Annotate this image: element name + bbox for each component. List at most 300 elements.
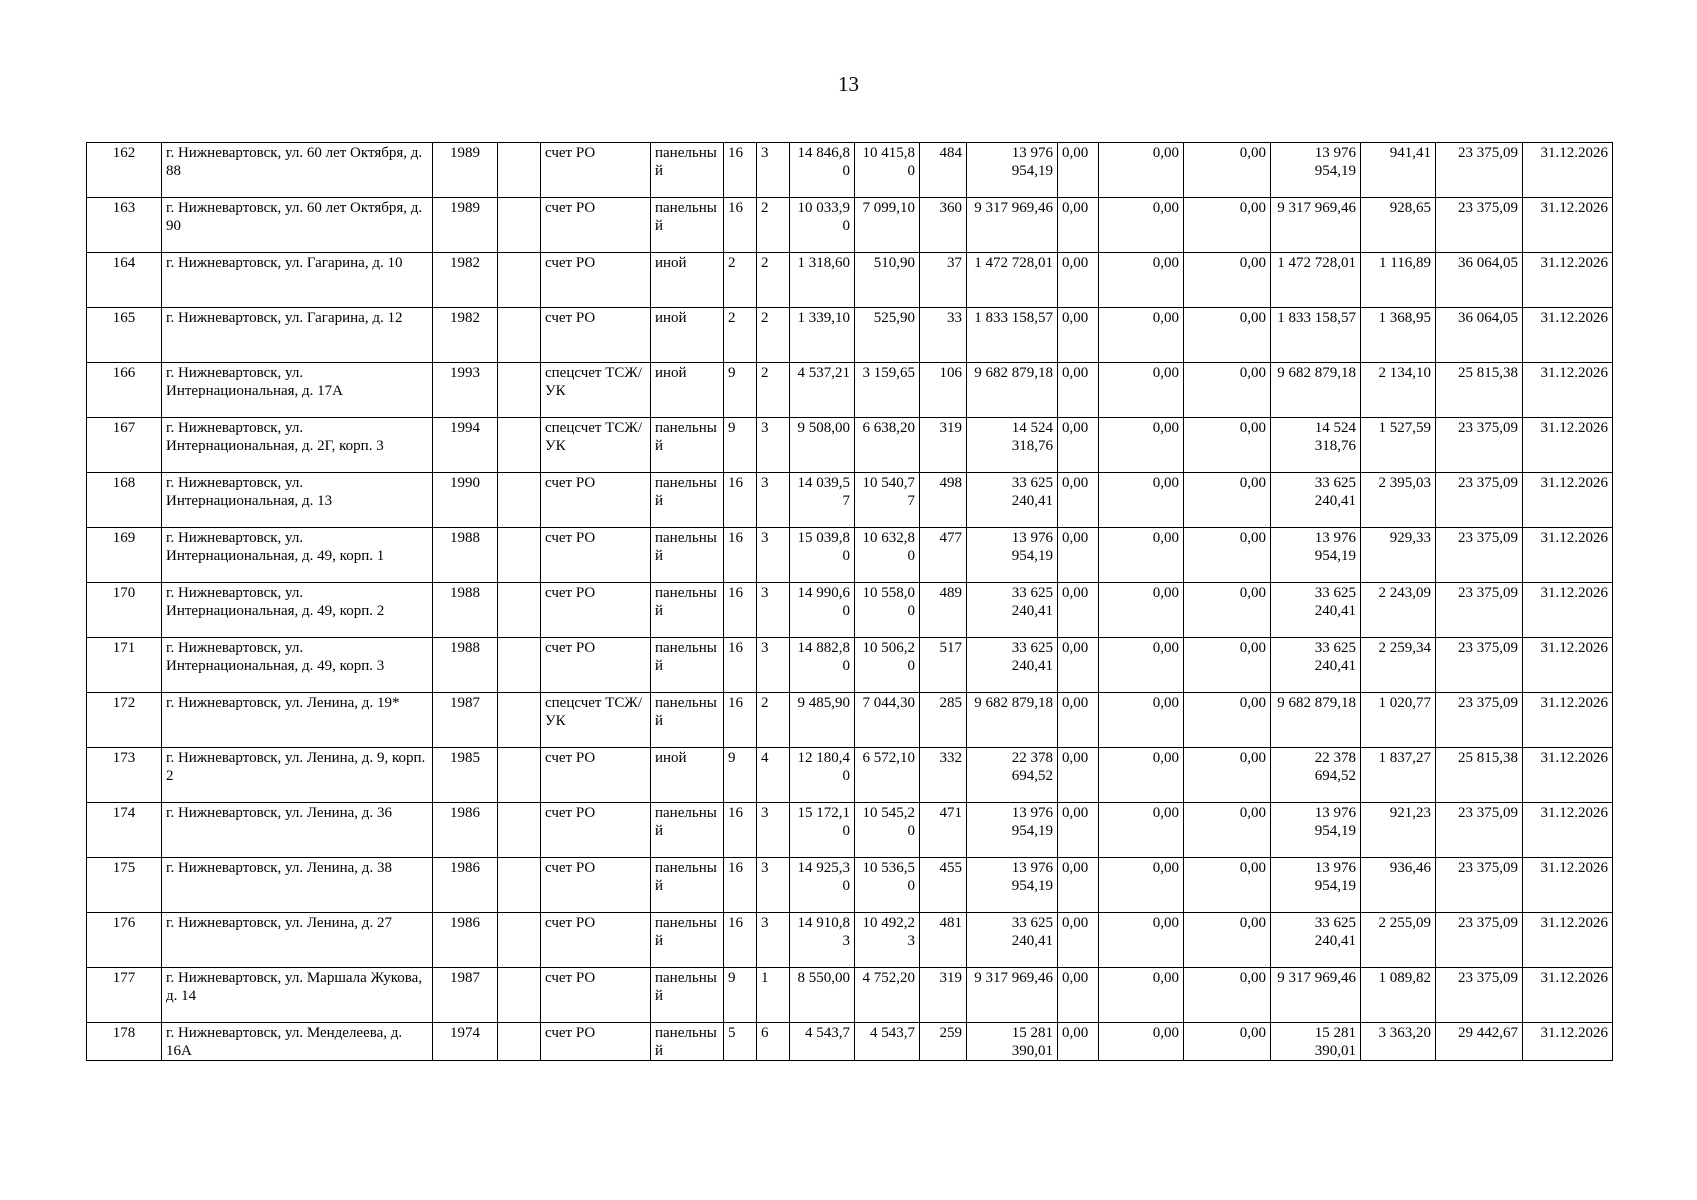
commission-year-cell: 1989 [433,143,498,198]
floors-cell: 16 [724,528,757,583]
floors-cell: 16 [724,858,757,913]
unit-cost-cell: 1 089,82 [1361,968,1436,1023]
floors-cell: 2 [724,253,757,308]
cost-owners-cell: 33 625 240,41 [1271,638,1361,693]
residents-cell: 259 [920,1023,967,1061]
empty-cell-cell [498,1023,541,1061]
cost-owners-cell: 15 281 390,01 [1271,1023,1361,1061]
cost-owners-cell: 33 625 240,41 [1271,913,1361,968]
unit-cost-cell: 928,65 [1361,198,1436,253]
commission-year-cell: 1986 [433,803,498,858]
floors-cell: 2 [724,308,757,363]
total-area-cell: 9 485,90 [790,693,855,748]
cost-municipal-cell: 0,00 [1184,198,1271,253]
total-area-cell: 14 039,57 [790,473,855,528]
table-row [87,198,1613,253]
unit-cost-cell: 2 259,34 [1361,638,1436,693]
unit-cost-max-cell: 23 375,09 [1436,638,1523,693]
commission-year-cell: 1974 [433,1023,498,1061]
table-row [87,693,1613,748]
cost-regional-cell: 0,00 [1099,473,1184,528]
deadline-cell: 31.12.2026 [1523,418,1613,473]
empty-cell-cell [498,803,541,858]
address-cell: г. Нижневартовск, ул. 60 лет Октября, д. 88 [162,143,433,198]
fund-method-cell: счет РО [541,913,651,968]
fund-method-cell: счет РО [541,638,651,693]
fund-method-cell: счет РО [541,803,651,858]
fund-method-cell: счет РО [541,473,651,528]
cost-municipal-cell: 0,00 [1184,1023,1271,1061]
cost-owners-cell: 9 317 969,46 [1271,198,1361,253]
unit-cost-max-cell: 23 375,09 [1436,528,1523,583]
commission-year-cell: 1988 [433,583,498,638]
cost-regional-cell: 0,00 [1099,363,1184,418]
entrances-cell: 6 [757,1023,790,1061]
commission-year-cell: 1989 [433,198,498,253]
row-number-cell: 172 [87,693,162,748]
residents-cell: 360 [920,198,967,253]
cost-federal-cell: 0,00 [1058,803,1099,858]
wall-material-cell: панельный [651,693,724,748]
table-row [87,308,1613,363]
residents-cell: 477 [920,528,967,583]
cost-federal-cell: 0,00 [1058,418,1099,473]
table-row [87,363,1613,418]
row-number-cell: 177 [87,968,162,1023]
total-area-cell: 14 925,30 [790,858,855,913]
deadline-cell: 31.12.2026 [1523,308,1613,363]
total-area-cell: 4 543,7 [790,1023,855,1061]
total-cost-cell: 9 317 969,46 [967,198,1058,253]
residential-area-cell: 6 638,20 [855,418,920,473]
empty-cell-cell [498,418,541,473]
cost-municipal-cell: 0,00 [1184,308,1271,363]
total-area-cell: 15 172,10 [790,803,855,858]
cost-municipal-cell: 0,00 [1184,693,1271,748]
wall-material-cell: панельный [651,418,724,473]
total-cost-cell: 33 625 240,41 [967,913,1058,968]
total-area-cell: 14 846,80 [790,143,855,198]
total-cost-cell: 22 378 694,52 [967,748,1058,803]
cost-federal-cell: 0,00 [1058,1023,1099,1061]
floors-cell: 9 [724,363,757,418]
total-cost-cell: 14 524 318,76 [967,418,1058,473]
wall-material-cell: панельный [651,473,724,528]
fund-method-cell: счет РО [541,198,651,253]
fund-method-cell: счет РО [541,308,651,363]
cost-regional-cell: 0,00 [1099,693,1184,748]
entrances-cell: 4 [757,748,790,803]
cost-owners-cell: 1 472 728,01 [1271,253,1361,308]
total-cost-cell: 9 317 969,46 [967,968,1058,1023]
empty-cell-cell [498,913,541,968]
residents-cell: 517 [920,638,967,693]
cost-regional-cell: 0,00 [1099,858,1184,913]
cost-regional-cell: 0,00 [1099,528,1184,583]
total-area-cell: 15 039,80 [790,528,855,583]
fund-method-cell: счет РО [541,528,651,583]
cost-owners-cell: 1 833 158,57 [1271,308,1361,363]
cost-federal-cell: 0,00 [1058,748,1099,803]
entrances-cell: 3 [757,913,790,968]
unit-cost-max-cell: 23 375,09 [1436,143,1523,198]
commission-year-cell: 1987 [433,693,498,748]
address-cell: г. Нижневартовск, ул. Интернациональная, д. 2Г, корп. 3 [162,418,433,473]
entrances-cell: 2 [757,363,790,418]
address-cell: г. Нижневартовск, ул. Интернациональная, д. 17А [162,363,433,418]
fund-method-cell: счет РО [541,858,651,913]
total-cost-cell: 9 682 879,18 [967,363,1058,418]
cost-regional-cell: 0,00 [1099,143,1184,198]
deadline-cell: 31.12.2026 [1523,1023,1613,1061]
wall-material-cell: панельный [651,858,724,913]
row-number-cell: 165 [87,308,162,363]
cost-municipal-cell: 0,00 [1184,363,1271,418]
entrances-cell: 2 [757,253,790,308]
residential-area-cell: 10 540,77 [855,473,920,528]
commission-year-cell: 1988 [433,638,498,693]
unit-cost-cell: 929,33 [1361,528,1436,583]
total-area-cell: 8 550,00 [790,968,855,1023]
table-row [87,968,1613,1023]
residential-area-cell: 6 572,10 [855,748,920,803]
unit-cost-max-cell: 23 375,09 [1436,473,1523,528]
residential-area-cell: 10 558,00 [855,583,920,638]
wall-material-cell: панельный [651,913,724,968]
wall-material-cell: панельный [651,803,724,858]
wall-material-cell: панельный [651,968,724,1023]
address-cell: г. Нижневартовск, ул. Ленина, д. 27 [162,913,433,968]
row-number-cell: 173 [87,748,162,803]
entrances-cell: 2 [757,308,790,363]
deadline-cell: 31.12.2026 [1523,143,1613,198]
residents-cell: 33 [920,308,967,363]
unit-cost-max-cell: 25 815,38 [1436,363,1523,418]
empty-cell-cell [498,308,541,363]
total-cost-cell: 1 472 728,01 [967,253,1058,308]
table-row [87,748,1613,803]
row-number-cell: 178 [87,1023,162,1061]
total-area-cell: 9 508,00 [790,418,855,473]
floors-cell: 16 [724,638,757,693]
fund-method-cell: счет РО [541,968,651,1023]
unit-cost-max-cell: 23 375,09 [1436,858,1523,913]
unit-cost-max-cell: 23 375,09 [1436,198,1523,253]
unit-cost-cell: 2 395,03 [1361,473,1436,528]
total-area-cell: 4 537,21 [790,363,855,418]
address-cell: г. Нижневартовск, ул. Ленина, д. 38 [162,858,433,913]
commission-year-cell: 1988 [433,528,498,583]
deadline-cell: 31.12.2026 [1523,913,1613,968]
floors-cell: 16 [724,473,757,528]
total-area-cell: 1 339,10 [790,308,855,363]
cost-federal-cell: 0,00 [1058,913,1099,968]
empty-cell-cell [498,253,541,308]
floors-cell: 16 [724,143,757,198]
cost-federal-cell: 0,00 [1058,473,1099,528]
deadline-cell: 31.12.2026 [1523,858,1613,913]
row-number-cell: 167 [87,418,162,473]
fund-method-cell: спецсчет ТСЖ/УК [541,363,651,418]
cost-municipal-cell: 0,00 [1184,253,1271,308]
cost-regional-cell: 0,00 [1099,198,1184,253]
total-area-cell: 14 910,83 [790,913,855,968]
commission-year-cell: 1986 [433,913,498,968]
commission-year-cell: 1993 [433,363,498,418]
cost-municipal-cell: 0,00 [1184,528,1271,583]
entrances-cell: 3 [757,473,790,528]
wall-material-cell: панельный [651,638,724,693]
floors-cell: 16 [724,198,757,253]
residents-cell: 489 [920,583,967,638]
cost-regional-cell: 0,00 [1099,308,1184,363]
row-number-cell: 174 [87,803,162,858]
deadline-cell: 31.12.2026 [1523,803,1613,858]
table-row [87,253,1613,308]
table-row [87,913,1613,968]
residents-cell: 498 [920,473,967,528]
cost-federal-cell: 0,00 [1058,693,1099,748]
row-number-cell: 163 [87,198,162,253]
residents-cell: 319 [920,968,967,1023]
residential-area-cell: 3 159,65 [855,363,920,418]
unit-cost-max-cell: 23 375,09 [1436,418,1523,473]
cost-owners-cell: 22 378 694,52 [1271,748,1361,803]
cost-regional-cell: 0,00 [1099,638,1184,693]
cost-municipal-cell: 0,00 [1184,968,1271,1023]
fund-method-cell: счет РО [541,253,651,308]
empty-cell-cell [498,473,541,528]
deadline-cell: 31.12.2026 [1523,693,1613,748]
total-cost-cell: 13 976 954,19 [967,858,1058,913]
residents-cell: 481 [920,913,967,968]
wall-material-cell: панельный [651,198,724,253]
cost-municipal-cell: 0,00 [1184,143,1271,198]
unit-cost-max-cell: 23 375,09 [1436,913,1523,968]
total-cost-cell: 13 976 954,19 [967,143,1058,198]
residential-area-cell: 4 543,7 [855,1023,920,1061]
total-area-cell: 14 882,80 [790,638,855,693]
row-number-cell: 166 [87,363,162,418]
entrances-cell: 2 [757,693,790,748]
wall-material-cell: панельный [651,583,724,638]
residents-cell: 471 [920,803,967,858]
total-cost-cell: 15 281 390,01 [967,1023,1058,1061]
total-cost-cell: 33 625 240,41 [967,473,1058,528]
deadline-cell: 31.12.2026 [1523,253,1613,308]
unit-cost-cell: 3 363,20 [1361,1023,1436,1061]
fund-method-cell: счет РО [541,583,651,638]
total-cost-cell: 9 682 879,18 [967,693,1058,748]
deadline-cell: 31.12.2026 [1523,473,1613,528]
cost-regional-cell: 0,00 [1099,418,1184,473]
residents-cell: 455 [920,858,967,913]
unit-cost-cell: 1 116,89 [1361,253,1436,308]
entrances-cell: 3 [757,528,790,583]
empty-cell-cell [498,528,541,583]
empty-cell-cell [498,748,541,803]
entrances-cell: 1 [757,968,790,1023]
commission-year-cell: 1987 [433,968,498,1023]
unit-cost-cell: 2 255,09 [1361,913,1436,968]
empty-cell-cell [498,968,541,1023]
residential-area-cell: 10 536,50 [855,858,920,913]
cost-regional-cell: 0,00 [1099,913,1184,968]
entrances-cell: 3 [757,803,790,858]
commission-year-cell: 1986 [433,858,498,913]
unit-cost-max-cell: 36 064,05 [1436,253,1523,308]
deadline-cell: 31.12.2026 [1523,583,1613,638]
table-row [87,528,1613,583]
total-area-cell: 1 318,60 [790,253,855,308]
cost-regional-cell: 0,00 [1099,968,1184,1023]
residents-cell: 484 [920,143,967,198]
cost-municipal-cell: 0,00 [1184,473,1271,528]
residential-area-cell: 10 506,20 [855,638,920,693]
cost-municipal-cell: 0,00 [1184,418,1271,473]
fund-method-cell: спецсчет ТСЖ/УК [541,418,651,473]
floors-cell: 9 [724,968,757,1023]
address-cell: г. Нижневартовск, ул. Интернациональная, д. 13 [162,473,433,528]
residents-cell: 285 [920,693,967,748]
fund-method-cell: счет РО [541,748,651,803]
commission-year-cell: 1985 [433,748,498,803]
row-number-cell: 171 [87,638,162,693]
unit-cost-max-cell: 23 375,09 [1436,583,1523,638]
cost-regional-cell: 0,00 [1099,1023,1184,1061]
fund-method-cell: спецсчет ТСЖ/УК [541,693,651,748]
deadline-cell: 31.12.2026 [1523,638,1613,693]
address-cell: г. Нижневартовск, ул. 60 лет Октября, д. 90 [162,198,433,253]
commission-year-cell: 1990 [433,473,498,528]
total-area-cell: 12 180,40 [790,748,855,803]
residents-cell: 37 [920,253,967,308]
cost-regional-cell: 0,00 [1099,253,1184,308]
deadline-cell: 31.12.2026 [1523,528,1613,583]
cost-federal-cell: 0,00 [1058,198,1099,253]
table-row [87,418,1613,473]
unit-cost-max-cell: 25 815,38 [1436,748,1523,803]
empty-cell-cell [498,198,541,253]
cost-federal-cell: 0,00 [1058,363,1099,418]
deadline-cell: 31.12.2026 [1523,968,1613,1023]
cost-owners-cell: 13 976 954,19 [1271,803,1361,858]
cost-regional-cell: 0,00 [1099,803,1184,858]
residents-cell: 332 [920,748,967,803]
total-cost-cell: 33 625 240,41 [967,638,1058,693]
row-number-cell: 175 [87,858,162,913]
residential-area-cell: 10 545,20 [855,803,920,858]
table-row [87,803,1613,858]
row-number-cell: 164 [87,253,162,308]
total-area-cell: 10 033,90 [790,198,855,253]
empty-cell-cell [498,363,541,418]
entrances-cell: 3 [757,858,790,913]
unit-cost-max-cell: 23 375,09 [1436,803,1523,858]
floors-cell: 16 [724,913,757,968]
deadline-cell: 31.12.2026 [1523,748,1613,803]
residential-area-cell: 510,90 [855,253,920,308]
floors-cell: 16 [724,693,757,748]
unit-cost-max-cell: 29 442,67 [1436,1023,1523,1061]
housing-register-table [86,142,1613,1061]
address-cell: г. Нижневартовск, ул. Гагарина, д. 10 [162,253,433,308]
wall-material-cell: иной [651,363,724,418]
empty-cell-cell [498,143,541,198]
residential-area-cell: 525,90 [855,308,920,363]
cost-regional-cell: 0,00 [1099,583,1184,638]
commission-year-cell: 1982 [433,308,498,363]
cost-federal-cell: 0,00 [1058,858,1099,913]
residential-area-cell: 10 492,23 [855,913,920,968]
unit-cost-cell: 1 837,27 [1361,748,1436,803]
wall-material-cell: иной [651,253,724,308]
residential-area-cell: 7 044,30 [855,693,920,748]
address-cell: г. Нижневартовск, ул. Интернациональная, д. 49, корп. 3 [162,638,433,693]
cost-federal-cell: 0,00 [1058,253,1099,308]
wall-material-cell: панельный [651,528,724,583]
row-number-cell: 176 [87,913,162,968]
unit-cost-max-cell: 36 064,05 [1436,308,1523,363]
address-cell: г. Нижневартовск, ул. Интернациональная, д. 49, корп. 1 [162,528,433,583]
cost-federal-cell: 0,00 [1058,968,1099,1023]
address-cell: г. Нижневартовск, ул. Маршала Жукова, д. 14 [162,968,433,1023]
wall-material-cell: панельный [651,143,724,198]
address-cell: г. Нижневартовск, ул. Гагарина, д. 12 [162,308,433,363]
entrances-cell: 3 [757,143,790,198]
cost-regional-cell: 0,00 [1099,748,1184,803]
floors-cell: 9 [724,418,757,473]
deadline-cell: 31.12.2026 [1523,363,1613,418]
total-cost-cell: 13 976 954,19 [967,803,1058,858]
table-row [87,143,1613,198]
address-cell: г. Нижневартовск, ул. Интернациональная, д. 49, корп. 2 [162,583,433,638]
cost-federal-cell: 0,00 [1058,528,1099,583]
entrances-cell: 3 [757,583,790,638]
unit-cost-cell: 1 527,59 [1361,418,1436,473]
residential-area-cell: 10 632,80 [855,528,920,583]
empty-cell-cell [498,638,541,693]
fund-method-cell: счет РО [541,143,651,198]
cost-owners-cell: 13 976 954,19 [1271,858,1361,913]
unit-cost-cell: 941,41 [1361,143,1436,198]
row-number-cell: 162 [87,143,162,198]
cost-owners-cell: 9 682 879,18 [1271,693,1361,748]
unit-cost-cell: 1 368,95 [1361,308,1436,363]
empty-cell-cell [498,693,541,748]
table-row [87,473,1613,528]
total-cost-cell: 33 625 240,41 [967,583,1058,638]
floors-cell: 9 [724,748,757,803]
empty-cell-cell [498,858,541,913]
residents-cell: 106 [920,363,967,418]
unit-cost-cell: 936,46 [1361,858,1436,913]
residents-cell: 319 [920,418,967,473]
residential-area-cell: 7 099,10 [855,198,920,253]
cost-municipal-cell: 0,00 [1184,583,1271,638]
cost-federal-cell: 0,00 [1058,583,1099,638]
cost-municipal-cell: 0,00 [1184,858,1271,913]
address-cell: г. Нижневартовск, ул. Менделеева, д. 16А [162,1023,433,1061]
commission-year-cell: 1994 [433,418,498,473]
total-area-cell: 14 990,60 [790,583,855,638]
cost-owners-cell: 13 976 954,19 [1271,143,1361,198]
cost-municipal-cell: 0,00 [1184,913,1271,968]
entrances-cell: 3 [757,418,790,473]
row-number-cell: 169 [87,528,162,583]
table-row [87,1023,1613,1061]
cost-federal-cell: 0,00 [1058,143,1099,198]
